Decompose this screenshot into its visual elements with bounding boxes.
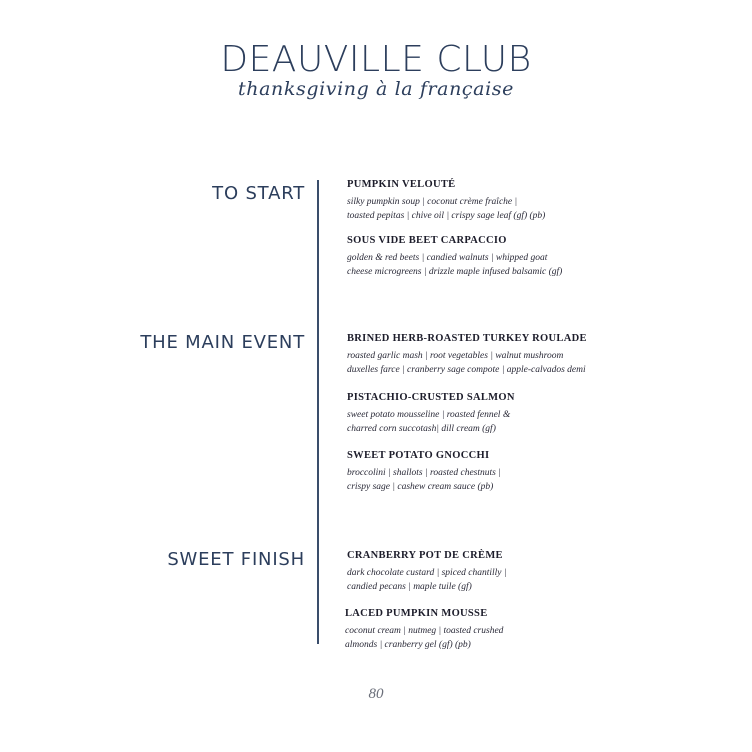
dish-name: PUMPKIN VELOUTÉ xyxy=(347,179,456,190)
dish-description: broccolini | shallots | roasted chestnuts | crispy sage | cashew cream sauce (pb) xyxy=(347,468,501,492)
dish-name: LACED PUMPKIN MOUSSE xyxy=(345,608,488,619)
menu-item-gnocchi xyxy=(347,449,647,494)
section-heading-to-start: TO START xyxy=(212,183,305,204)
dish-description: coconut cream | nutmeg | toasted crushed almonds | cranberry gel (gf) (pb) xyxy=(345,626,504,650)
vertical-divider xyxy=(317,180,319,644)
dish-description: silky pumpkin soup | coconut crème fraîche | toasted pepitas | chive oil | crispy sage leaf (gf) (pb) xyxy=(347,197,546,221)
dish-name: PISTACHIO-CRUSTED SALMON xyxy=(347,392,515,403)
page-number: 80 xyxy=(368,686,384,702)
menu-item-pumpkin-mousse xyxy=(345,607,645,652)
menu-item-beet-carpaccio xyxy=(347,234,647,279)
dish-description: sweet potato mousseline | roasted fennel & charred corn succotash| dill cream (gf) xyxy=(347,410,511,434)
page-subtitle: thanksgiving à la française xyxy=(238,78,514,100)
dish-name: SWEET POTATO GNOCCHI xyxy=(347,450,490,461)
section-heading-main-event: THE MAIN EVENT xyxy=(140,332,305,353)
dish-description: golden & red beets | candied walnuts | whipped goat cheese microgreens | drizzle maple infused balsamic (gf) xyxy=(347,253,563,277)
menu-item-salmon xyxy=(347,391,647,436)
dish-name: SOUS VIDE BEET CARPACCIO xyxy=(347,235,507,246)
dish-name: CRANBERRY POT DE CRÈME xyxy=(347,550,503,561)
menu-item-pumpkin-veloute xyxy=(347,178,647,223)
menu-item-pot-de-creme xyxy=(347,549,647,594)
page-title: DEAUVILLE CLUB xyxy=(220,39,532,80)
menu-item-turkey-roulade xyxy=(347,332,647,377)
section-heading-sweet-finish: SWEET FINISH xyxy=(167,549,305,570)
dish-description: dark chocolate custard | spiced chantilly | candied pecans | maple tuile (gf) xyxy=(347,568,507,592)
dish-description: roasted garlic mash | root vegetables | walnut mushroom duxelles farce | cranberry sage compote | apple-calvados demi xyxy=(347,351,586,375)
dish-name: BRINED HERB-ROASTED TURKEY ROULADE xyxy=(347,333,587,344)
